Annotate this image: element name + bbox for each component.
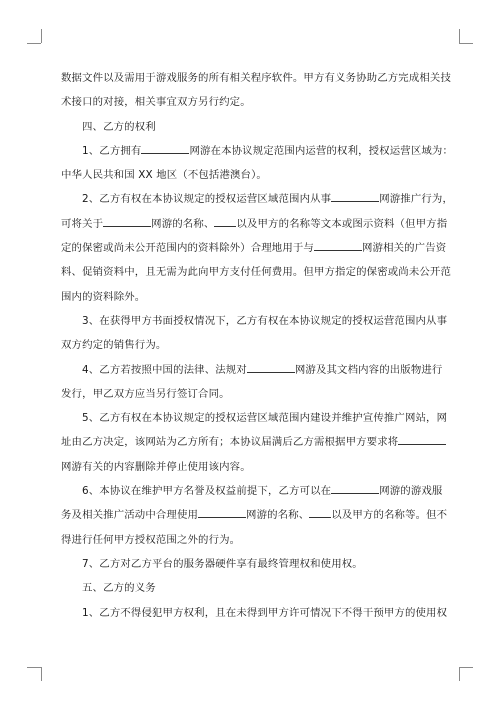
paragraph-line <box>61 187 453 211</box>
crop-mark-bottom-right-h <box>459 667 473 668</box>
fill-in-blank <box>398 433 446 445</box>
paragraph-line: 围内的资料除外。 <box>61 290 146 303</box>
paragraph-line <box>61 212 448 236</box>
text-run: 定的保密或尚未公开范围内的资料除外）合理地用于与 <box>61 242 314 255</box>
text-run: 网游的游戏服 <box>379 485 443 498</box>
paragraph-line <box>61 503 448 527</box>
text-run: 址由乙方决定，该网站为乙方所有；本协议届满后乙方需根据甲方要求将 <box>61 436 399 449</box>
paragraph-line: 得进行任何甲方授权范围之外的行为。 <box>61 533 241 546</box>
text-run: 网游推广行为， <box>379 193 453 206</box>
text-run: 以及甲方的名称等文本或图示资料（但甲方指 <box>236 217 448 230</box>
paragraph-line: 术接口的对接，相关事宜双方另行约定。 <box>61 96 251 109</box>
paragraph-line: 双方约定的销售行为。 <box>61 339 167 352</box>
fill-in-blank <box>331 482 379 494</box>
crop-mark-top-right-h <box>459 43 473 44</box>
paragraph-line <box>61 430 442 454</box>
paragraph-line: 料、促销资料中，且无需为此向甲方支付任何费用。但甲方指定的保密或尚未公开范 <box>61 266 451 279</box>
fill-in-blank <box>198 506 246 518</box>
crop-mark-bottom-right-v <box>459 667 460 681</box>
crop-mark-bottom-left-v <box>41 667 42 681</box>
paragraph-line: 7、乙方对乙方平台的服务器硬件享有最终管理权和使用权。 <box>82 557 363 570</box>
fill-in-blank <box>103 215 151 227</box>
fill-in-blank <box>331 190 379 202</box>
document-body <box>61 66 453 625</box>
fill-in-blank <box>314 239 362 251</box>
crop-mark-top-right-v <box>459 29 460 43</box>
text-run: 以及甲方的名称等。但不 <box>331 509 448 522</box>
crop-mark-bottom-left-h <box>27 667 41 668</box>
fill-in-blank <box>309 506 331 518</box>
paragraph-line <box>61 358 442 382</box>
text-run: 6、本协议在维护甲方名誉及权益前提下，乙方可以在 <box>82 485 332 498</box>
text-run: 网游及其文档内容的出版物进行 <box>294 363 443 376</box>
paragraph-line <box>61 236 447 260</box>
paragraph-line <box>61 139 453 163</box>
paragraph-line: 3、在获得甲方书面授权情况下，乙方有权在本协议规定的授权运营范围内从事 <box>82 314 448 327</box>
section-heading-rights: 四、乙方的权利 <box>82 120 156 133</box>
text-run: 网游在本协议规定范围内运营的权利，授权运营区域为： <box>189 144 453 157</box>
paragraph-line: 数据文件以及需用于游戏服务的所有相关程序软件。甲方有义务协助乙方完成相关技 <box>61 72 451 84</box>
text-run: 网游的名称、 <box>246 509 310 522</box>
fill-in-blank <box>141 142 189 154</box>
text-run: 1、乙方拥有 <box>82 144 142 157</box>
section-heading-obligations: 五、乙方的义务 <box>82 582 156 595</box>
text-run: 可将关于 <box>61 217 104 230</box>
paragraph-line: 1、乙方不得侵犯甲方权利，且在未得到甲方许可情况下不得干预甲方的使用权 <box>82 606 448 619</box>
fill-in-blank <box>214 215 236 227</box>
paragraph-line: 5、乙方有权在本协议规定的授权运营区域范围内建设并维护宣传推广网站，网 <box>82 412 448 425</box>
text-run: 网游的名称、 <box>151 217 215 230</box>
text-run: 2、乙方有权在本协议规定的授权运营区域范围内从事 <box>82 193 332 206</box>
text-run: 4、乙方若按照中国的法律、法规对 <box>82 363 247 376</box>
text-run: 网游相关的广告资 <box>361 242 447 255</box>
text-run: 务及相关推广活动中合理使用 <box>61 509 199 522</box>
paragraph-line: 发行，甲乙双方应当另行签订合同。 <box>61 387 230 400</box>
paragraph-line: 网游有关的内容删除并停止使用该内容。 <box>61 460 251 473</box>
crop-mark-top-left-v <box>41 29 42 43</box>
fill-in-blank <box>247 361 295 373</box>
paragraph-line <box>61 479 442 503</box>
paragraph-line: 中华人民共和国 XX 地区（不包括港澳台）。 <box>61 169 267 182</box>
crop-mark-top-left-h <box>27 43 41 44</box>
